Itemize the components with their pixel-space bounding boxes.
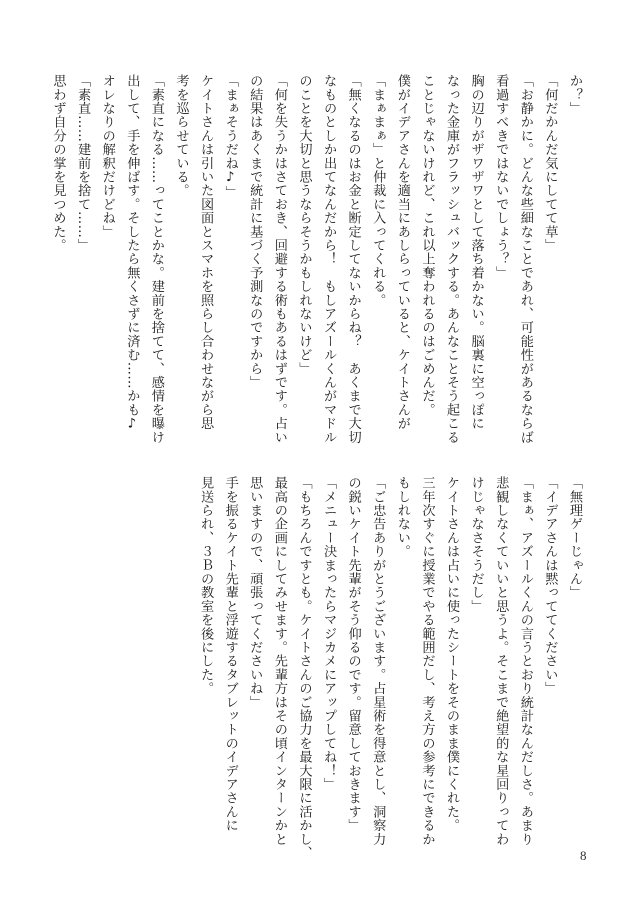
text-line: 三年次すぐに授業でやる範囲だし、考え方の参考にできるか bbox=[419, 476, 435, 846]
text-line: 「ご忠告ありがとうございます。占星術を得意とし、洞察力 bbox=[370, 476, 386, 846]
text-line: 「素直……建前を捨て……」 bbox=[75, 74, 91, 253]
text-line: 「メニュー決まったらマジカメにアップしてね！」 bbox=[321, 476, 337, 792]
text-line: なった金庫がフラッシュバックする。あんなことそう起こる bbox=[444, 74, 460, 444]
lower-text-block bbox=[198, 476, 586, 860]
text-line: 思いますので、頑張ってくださいね」 bbox=[247, 476, 263, 709]
text-line: 思わず自分の掌を見つめた。 bbox=[50, 74, 66, 253]
text-line: ケイトさんは引いた図面とスマホを照らし合わせながら思 bbox=[198, 74, 214, 431]
text-line: 手を振るケイト先輩と浮遊するタブレットのイデアさんに bbox=[222, 476, 238, 833]
text-line: の結果はあくまで統計に基づく予測なのですから」 bbox=[247, 74, 263, 390]
text-line: ことじゃないけれど、これ以上奪われるのはごめんだ。 bbox=[419, 74, 435, 417]
text-line: の鋭いケイト先輩がそう仰るのです。留意しておきます」 bbox=[345, 476, 361, 833]
text-line: 「まぁ、アズールくんの言うとおり統計なんだしさ。あまり bbox=[517, 476, 533, 846]
text-line: 「もちろんですとも。ケイトさんのご協力を最大限に活かし、 bbox=[296, 476, 312, 860]
page-number: 8 bbox=[580, 848, 587, 863]
text-line: 「無くなるのはお金と断定してないからね？ あくまで大切 bbox=[345, 74, 361, 444]
upper-text-block bbox=[50, 74, 586, 454]
text-line: 「何だかんだ気にしてて草」 bbox=[542, 74, 558, 253]
text-line: 「何を失うかはさておき、回避する術もあるはずです。占い bbox=[271, 74, 287, 444]
text-line: 見送られ、３Ｂの教室を後にした。 bbox=[198, 476, 214, 696]
text-line: 「お静かに。どんな些細なことであれ、可能性があるならば bbox=[517, 74, 533, 444]
text-line: オレなりの解釈だけどね」 bbox=[99, 74, 115, 239]
text-line: 最高の企画にしてみせます。先輩方はその頃インターンかと bbox=[271, 476, 287, 846]
text-line: 「無理ゲーじゃん」 bbox=[567, 476, 582, 600]
text-line: か？」 bbox=[567, 74, 582, 116]
text-line: なものとしか出てなんだから！ もしアズールくんがマドル bbox=[321, 74, 337, 444]
text-line: 看過すべきではないでしょう？」 bbox=[493, 74, 509, 280]
text-line: 悲観しなくていいと思うよ。そこまで絶望的な星回りってわ bbox=[493, 476, 509, 846]
text-line: 「イデアさんは黙っててください」 bbox=[542, 476, 558, 696]
text-line: 出して、手を伸ばす。そしたら無くさずに済む……かも♪ bbox=[124, 74, 140, 432]
text-line: のことを大切と思うならそうかもしれないけど」 bbox=[296, 74, 312, 376]
text-line: 僕がイデアさんを適当にあしらっていると、ケイトさんが bbox=[394, 74, 410, 431]
text-line: 「まぁそうだね♪」 bbox=[222, 74, 238, 200]
text-line: 考を巡らせている。 bbox=[173, 74, 189, 198]
text-line: ケイトさんは占いに使ったシートをそのまま僕にくれた。 bbox=[444, 476, 460, 833]
text-line: けじゃなさそうだし」 bbox=[468, 476, 484, 613]
text-line: 胸の辺りがザワザワとして落ち着かない。脳裏に空っぽに bbox=[468, 74, 484, 431]
text-line: 「素直になる……ってことかな。建前を捨てて、感情を曝け bbox=[148, 74, 164, 444]
text-line: もしれない。 bbox=[394, 476, 410, 559]
text-line: 「まぁまぁ」と仲裁に入ってくれる。 bbox=[370, 74, 386, 307]
